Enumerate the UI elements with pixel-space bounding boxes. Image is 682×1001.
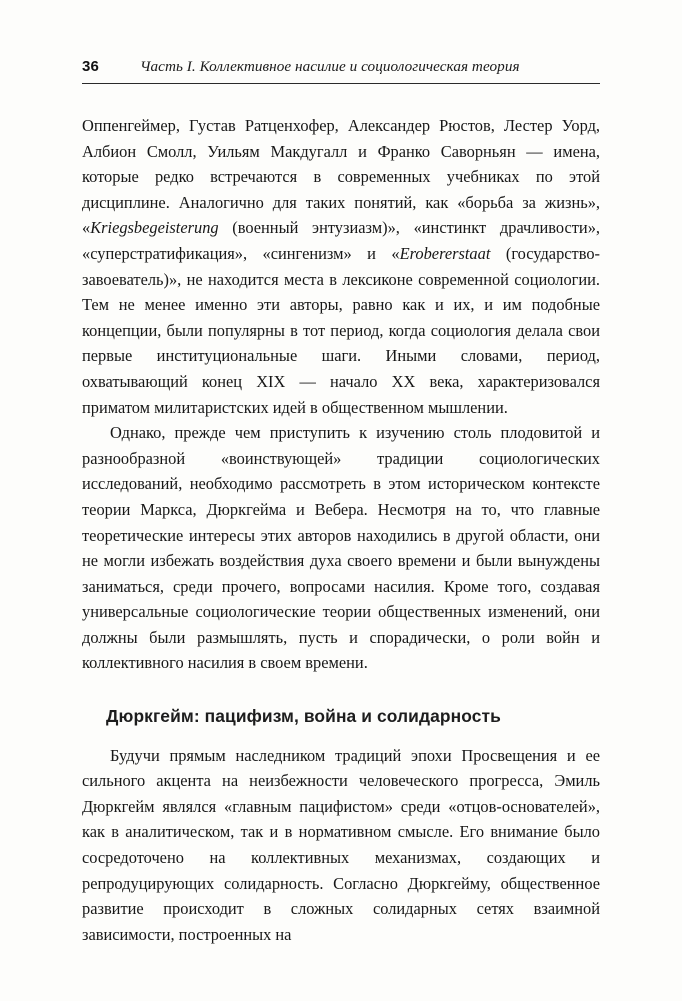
paragraph-2: Однако, прежде чем приступить к изучению столь плодовитой и разнообразной «воинствующей» традиции социологических исследований, необходимо рассмотреть в этом историческом контексте теории Маркса, Дюркгейма и Вебера. Несмотря на то, что главные теоретические интересы этих авторов находились в другой области, они не могли избежать воздействия духа своего времени и были вынуждены заниматься, среди прочего, вопросами насилия. Кроме того, создавая универсальные социологические теории общественных изменений, они должны были размышлять, пусть и спорадически, о роли войн и коллективного насилия в своем времени. — [82, 423, 600, 673]
paragraph-3: Будучи прямым наследником традиций эпохи Просвещения и ее сильного акцента на неизбежности человеческого прогресса, Эмиль Дюркгейм являлся «главным пацифистом» среди «отцов-основателей», как в аналитическом, так и в нормативном смысле. Его внимание было сосредоточено на коллективных механизмах, создающих и репродуцирующих солидарность. Согласно Дюркгейму, общественное развитие происходит в сложных солидарных сетях взаимной зависимости, построенных на — [82, 745, 600, 944]
running-head-title: Часть I. Коллективное насилие и социологическая теория — [140, 58, 520, 75]
foreign-term-kriegsbegeisterung: Kriegsbegeisterung — [90, 218, 219, 238]
running-head — [82, 58, 600, 84]
page-number: 36 — [82, 58, 100, 75]
body-text — [82, 113, 600, 947]
paragraph-1-segment-2: (военный энтузиазм)», «инстинкт драчливости», «суперстратификация», «сингенизм» и « — [82, 218, 600, 263]
paragraph-1-segment-3: (государство-завоеватель)», не находится места в лексиконе современной социологии. Тем не менее именно эти авторы, равно как и их, и им подобные концепции, были популярны в тот период, когда социология делала свои первые институциональные шаги. Иными словами, период, охватывающий конец XIX — начало XX века, характеризовался приматом милитаристских идей в общественном мышлении. — [82, 243, 600, 417]
section-heading: Дюркгейм: пацифизм, война и солидарность — [106, 706, 501, 727]
paragraph-1 — [82, 113, 600, 420]
foreign-term-erobererstaat: Erobererstaat — [399, 243, 491, 263]
page-content — [82, 58, 600, 947]
paragraph-1-segment-1: Оппенгеймер, Густав Ратценхофер, Александер Рюстов, Лестер Уорд, Албион Смолл, Уильям Макдугалл и Франко Саворньян — имена, которые редко встречаются в современных учебниках по этой дисциплине. Аналогично для таких понятий, как «борьба за жизнь», « — [82, 116, 600, 238]
